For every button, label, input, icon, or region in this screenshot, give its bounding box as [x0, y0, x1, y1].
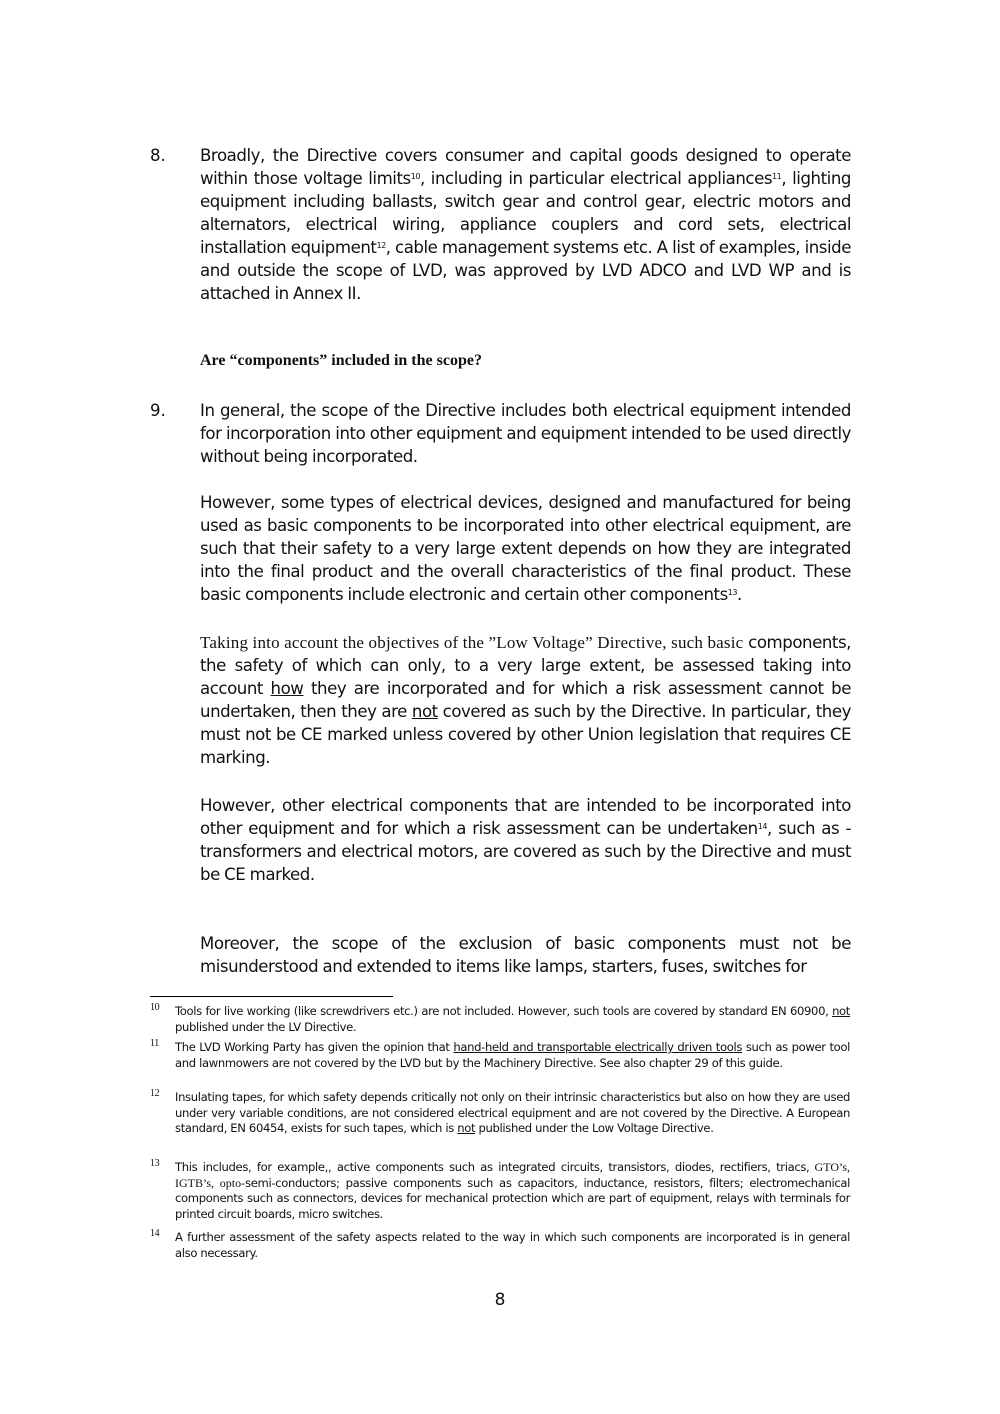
footnote-number: 13 — [150, 1158, 160, 1169]
footnote-13-text-b: semi-conductors; passive components such as capacitors, inductance, resistors, filters; electromechanical components such as connectors, devices for mechanical protection which are part of equipment, relays with terminals for printed circuit boards, micro switches. — [175, 1175, 850, 1221]
footnote-text — [175, 1004, 850, 1035]
paragraph-taking-serif-text: Taking into account the objectives of the ”Low Voltage” Directive, such basic — [200, 633, 744, 652]
page-number: 8 — [494, 1290, 506, 1310]
footnote-13-text-a: This includes, for example,, active components such as integrated circuits, transistors, diodes, rectifiers, triacs, — [175, 1160, 810, 1174]
paragraph-8-text-b: , including in particular electrical appliances — [419, 169, 773, 188]
paragraph-moreover: Moreover, the scope of the exclusion of basic components must not be misunderstood and extended to items like lamps, starters, fuses, switches for — [200, 934, 851, 976]
footnote-13-serif-text: GTO’s, IGTB’s, opto- — [175, 1160, 851, 1190]
footnote-14 — [150, 1230, 850, 1261]
paragraph-number-8: 8. — [150, 146, 166, 165]
paragraph-basic-components-end: . — [737, 585, 742, 604]
footnote-12-emphasis-not: not — [457, 1121, 476, 1136]
footnote-text: A further assessment of the safety aspects related to the way in which such components are incorporated is in general also necessary. — [175, 1230, 850, 1260]
paragraph-taking-text-b: they are incorporated and for which a risk assessment cannot be undertaken, then they are — [200, 679, 851, 721]
emphasis-how: how — [270, 679, 304, 698]
paragraph-taking-text-c: covered as such by the Directive. In particular, they must not be CE marked unless covered by other Union legislation that requires CE marking. — [200, 702, 851, 767]
footnote-10-text-a: Tools for live working (like screwdrivers etc.) are not included. However, such tools are covered by standard EN 60900, — [175, 1004, 833, 1018]
paragraph-other-components — [200, 794, 851, 886]
footnote-text — [175, 1040, 850, 1071]
paragraph-basic-components-text: However, some types of electrical devices, designed and manufactured for being used as basic components to be incorporated into other electrical equipment, are such that their safety to a very large extent depends on how they are integrated into the final product and the overall characteristics of the final product. These basic components include electronic and certain other components — [200, 493, 851, 604]
footnote-text — [175, 1090, 850, 1137]
footnote-ref-14: 14 — [757, 822, 768, 831]
footnote-10-emphasis-not: not — [832, 1004, 850, 1018]
paragraph-basic-components — [200, 491, 851, 606]
paragraph-other-components-text-a: However, other electrical components that are intended to be incorporated into other equipment and for which a risk assessment can be undertaken — [200, 796, 851, 838]
footnote-11-text-b: such as power tool and lawnmowers are not covered by the LVD but by the Machinery Directive. See also chapter 29 of this guide. — [175, 1040, 850, 1070]
paragraph-other-components-text-b: , such as - transformers and electrical motors, are covered as such by the Directive and must be CE marked. — [200, 819, 851, 884]
paragraph-taking-text-a: components, the safety of which can only, to a very large extent, be assessed taking into account — [200, 633, 851, 698]
footnote-number: 14 — [150, 1228, 160, 1239]
footnote-12 — [150, 1090, 850, 1137]
footnote-ref-10: 10 — [410, 172, 420, 181]
footnote-13 — [150, 1160, 850, 1222]
footnote-ref-13: 13 — [727, 588, 738, 597]
paragraph-8-text-c: , lighting equipment including ballasts, switch gear and control gear, electric motors and alternators, electrical wiring, appliance couplers and cord sets, electrical installation equipment — [200, 169, 851, 257]
footnote-ref-11: 11 — [772, 172, 782, 181]
footnote-number: 11 — [150, 1038, 159, 1049]
emphasis-not: not — [411, 702, 438, 721]
footnote-number: 12 — [150, 1088, 160, 1099]
footnote-number: 10 — [150, 1002, 160, 1013]
paragraph-9: In general, the scope of the Directive includes both electrical equipment intended for incorporation into other equipment and equipment intended to be used directly without being incorporated. — [200, 401, 851, 466]
footnote-12-text-a: Insulating tapes, for which safety depends critically not only on their intrinsic characteristics but also on how they are used under very variable conditions, are not considered electrical equipment and are not covered by the Directive. A European standard, EN 60454, exists for such tapes, which is — [175, 1090, 850, 1136]
footnote-text — [175, 1160, 850, 1222]
footnote-ref-12: 12 — [376, 241, 386, 250]
footnote-12-text-b: published under the Low Voltage Directive. — [475, 1121, 714, 1136]
paragraph-8 — [200, 144, 851, 305]
footnote-separator — [150, 996, 393, 997]
footnote-10 — [150, 1004, 850, 1035]
paragraph-8-text-d: , cable management systems etc. A list of examples, inside and outside the scope of LVD, was approved by LVD ADCO and LVD WP and is attached in Annex II. — [200, 238, 851, 303]
paragraph-8-text-a: Broadly, the Directive covers consumer and capital goods designed to operate within those voltage limits — [200, 146, 851, 188]
footnote-10-text-b: published under the LV Directive. — [175, 1019, 357, 1034]
paragraph-number-9: 9. — [150, 401, 166, 420]
paragraph-taking-into-account — [200, 631, 851, 769]
footnote-11 — [150, 1040, 850, 1071]
footnote-11-underlined-phrase: hand-held and transportable electrically driven tools — [453, 1040, 743, 1054]
section-heading: Are “components” included in the scope? — [200, 352, 482, 369]
footnote-11-text-a: The LVD Working Party has given the opinion that — [175, 1040, 454, 1054]
